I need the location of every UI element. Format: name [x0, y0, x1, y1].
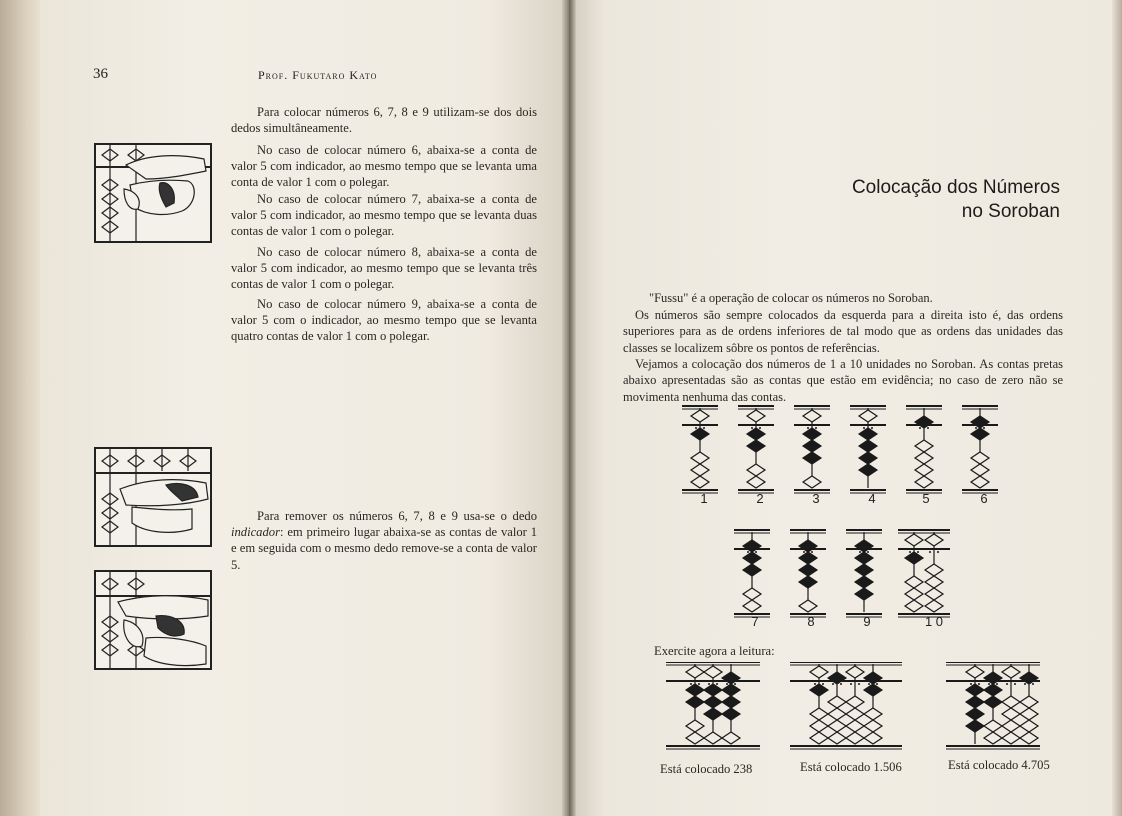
soroban-exercise-1506 — [790, 662, 902, 749]
soroban-bead — [743, 552, 761, 564]
soroban-bead — [704, 696, 722, 708]
soroban-bead — [971, 464, 989, 476]
soroban-bead — [905, 534, 923, 546]
paragraph-eight: No caso de colocar número 8, abaixa-se a conta de valor 5 com indicador, ao mesmo tempo que se levanta três contas de valor 1 com o polegar. — [231, 245, 537, 292]
soroban-bead — [803, 452, 821, 464]
soroban-bead — [691, 428, 709, 440]
soroban-bead — [855, 564, 873, 576]
hand-soroban-illustration-middle — [94, 447, 212, 547]
soroban-bead — [864, 732, 882, 744]
soroban-bead — [966, 696, 984, 708]
soroban-bead — [966, 720, 984, 732]
soroban-bead — [1020, 720, 1038, 732]
digit-label: 4 — [868, 491, 876, 506]
soroban-bead — [855, 588, 873, 600]
paragraph-six: No caso de colocar número 6, abaixa-se a conta de valor 5 com indicador, ao mesmo tempo que se levanta uma conta de valor 1 com o polegar. — [231, 143, 537, 190]
soroban-exercise-238 — [666, 662, 760, 749]
soroban-bead — [864, 672, 882, 684]
right-page-edge — [1112, 0, 1122, 816]
example-paragraph: Vejamos a colocação dos números de 1 a 10 unidades no Soroban. As contas pretas abaixo apresentadas são as contas que estão em evidência; no caso de zero não se movimenta nenhuma das contas. — [623, 357, 1063, 404]
soroban-digit-2 — [738, 406, 774, 493]
soroban-bead — [864, 720, 882, 732]
soroban-bead — [722, 708, 740, 720]
soroban-digit-9 — [846, 530, 882, 617]
soroban-bead — [984, 684, 1002, 696]
soroban-bead — [1002, 696, 1020, 708]
digit-label: 5 — [922, 491, 930, 506]
soroban-bead — [855, 552, 873, 564]
soroban-bead — [799, 576, 817, 588]
soroban-bead — [864, 708, 882, 720]
soroban-bead — [846, 696, 864, 708]
digit-label: 3 — [812, 491, 820, 506]
soroban-bead — [743, 588, 761, 600]
soroban-bead — [799, 540, 817, 552]
soroban-bead — [691, 452, 709, 464]
paragraph-seven: No caso de colocar número 7, abaixa-se a conta de valor 5 com indicador, ao mesmo tempo que se levanta duas contas de valor 1 com o polegar. — [231, 192, 537, 239]
soroban-bead — [810, 684, 828, 696]
paragraph-nine: No caso de colocar número 9, abaixa-se a conta de valor 5 com o indicador, ao mesmo tempo que se levanta quatro contas de valor 1 com o polegar. — [231, 297, 537, 344]
soroban-bead — [799, 600, 817, 612]
exercise-caption: Está colocado 1.506 — [800, 760, 902, 774]
soroban-bead — [925, 564, 943, 576]
soroban-bead — [686, 720, 704, 732]
soroban-bead — [971, 416, 989, 428]
soroban-bead — [1020, 672, 1038, 684]
hand-soroban-illustration-bottom — [94, 570, 212, 670]
soroban-digit-10 — [898, 530, 950, 617]
soroban-bead — [984, 672, 1002, 684]
soroban-bead — [971, 476, 989, 488]
soroban-bead — [971, 452, 989, 464]
soroban-digit-7 — [734, 530, 770, 617]
soroban-bead — [810, 666, 828, 678]
soroban-bead — [691, 464, 709, 476]
soroban-bead — [864, 684, 882, 696]
soroban-bead — [1020, 708, 1038, 720]
soroban-bead — [1002, 720, 1020, 732]
soroban-exercise-diagram — [660, 662, 1040, 754]
soroban-bead — [828, 672, 846, 684]
soroban-bead — [722, 696, 740, 708]
soroban-bead — [855, 540, 873, 552]
hand-soroban-illustration-top — [94, 143, 212, 243]
remove-paragraph: Para remover os números 6, 7, 8 e 9 usa-se o dedo indicador: em primeiro lugar abaixa-se as contas de valor 1 e em seguida com o mesmo dedo remove-se a conta de valor 5. — [231, 509, 537, 572]
soroban-bead — [747, 410, 765, 422]
soroban-bead — [691, 410, 709, 422]
soroban-bead — [810, 708, 828, 720]
soroban-bead — [915, 464, 933, 476]
soroban-bead — [747, 476, 765, 488]
soroban-bead — [828, 696, 846, 708]
soroban-digit-6 — [962, 406, 998, 493]
page-number: 36 — [93, 66, 108, 82]
soroban-bead — [810, 732, 828, 744]
soroban-bead — [905, 576, 923, 588]
intro-paragraph: Para colocar números 6, 7, 8 e 9 utilizam-se dos dois dedos simultâneamente. — [231, 105, 537, 136]
soroban-bead — [966, 708, 984, 720]
digit-label: 7 — [751, 614, 759, 629]
soroban-bead — [743, 600, 761, 612]
soroban-bead — [722, 732, 740, 744]
soroban-bead — [925, 576, 943, 588]
soroban-bead — [859, 428, 877, 440]
soroban-bead — [859, 452, 877, 464]
soroban-bead — [971, 428, 989, 440]
soroban-bead — [799, 564, 817, 576]
digit-label: 8 — [807, 614, 815, 629]
soroban-bead — [828, 708, 846, 720]
fussu-paragraph: "Fussu" é a operação de colocar os números no Soroban. — [649, 291, 933, 305]
soroban-exercise-4705 — [946, 662, 1040, 749]
soroban-bead — [803, 476, 821, 488]
exercise-heading: Exercite agora a leitura: — [654, 644, 775, 658]
soroban-bead — [1002, 708, 1020, 720]
digit-label: 1 — [700, 491, 708, 506]
soroban-bead — [855, 576, 873, 588]
soroban-bead — [747, 428, 765, 440]
running-head: Prof. Fukutaro Kato — [258, 68, 378, 82]
soroban-bead — [905, 552, 923, 564]
digit-label: 9 — [863, 614, 871, 629]
book-gutter — [562, 0, 576, 816]
soroban-bead — [722, 672, 740, 684]
soroban-bead — [859, 410, 877, 422]
soroban-bead — [1002, 666, 1020, 678]
soroban-bead — [925, 588, 943, 600]
soroban-bead — [691, 476, 709, 488]
soroban-digit-4 — [850, 406, 886, 493]
soroban-bead — [984, 696, 1002, 708]
soroban-bead — [846, 666, 864, 678]
soroban-bead — [704, 732, 722, 744]
soroban-bead — [984, 720, 1002, 732]
soroban-bead — [747, 464, 765, 476]
soroban-bead — [686, 684, 704, 696]
ordering-paragraph: Os números são sempre colocados da esquerda para a direita isto é, das ordens superiores para as de ordens inferiores de tal modo que as ordens das unidades das classes se localizem sôbre os pontos de referências. — [623, 308, 1063, 355]
soroban-bead — [925, 534, 943, 546]
soroban-bead — [915, 416, 933, 428]
soroban-bead — [1002, 732, 1020, 744]
exercise-caption: Está colocado 4.705 — [948, 758, 1050, 772]
soroban-bead — [846, 720, 864, 732]
soroban-digit-5 — [906, 406, 942, 493]
soroban-bead — [846, 732, 864, 744]
chapter-title: Colocação dos Números no Soroban — [851, 177, 1060, 222]
soroban-bead — [704, 666, 722, 678]
soroban-bead — [905, 588, 923, 600]
soroban-bead — [1020, 732, 1038, 744]
soroban-bead — [859, 464, 877, 476]
soroban-bead — [704, 684, 722, 696]
soroban-bead — [747, 440, 765, 452]
soroban-bead — [799, 552, 817, 564]
soroban-bead — [925, 600, 943, 612]
soroban-bead — [803, 410, 821, 422]
soroban-bead — [743, 564, 761, 576]
soroban-bead — [905, 600, 923, 612]
soroban-bead — [915, 476, 933, 488]
soroban-bead — [828, 720, 846, 732]
soroban-bead — [1020, 696, 1038, 708]
digit-label: 1 0 — [924, 614, 944, 629]
soroban-bead — [743, 540, 761, 552]
soroban-bead — [722, 684, 740, 696]
soroban-bead — [803, 428, 821, 440]
soroban-bead — [828, 732, 846, 744]
soroban-bead — [966, 666, 984, 678]
soroban-bead — [859, 440, 877, 452]
soroban-bead — [686, 666, 704, 678]
soroban-bead — [966, 684, 984, 696]
digit-label: 2 — [756, 491, 764, 506]
soroban-digit-8 — [790, 530, 826, 617]
soroban-bead — [984, 732, 1002, 744]
exercise-caption: Está colocado 238 — [660, 762, 753, 776]
soroban-digit-3 — [794, 406, 830, 493]
soroban-bead — [686, 696, 704, 708]
soroban-digit-1 — [682, 406, 718, 493]
soroban-bead — [846, 708, 864, 720]
soroban-bead — [686, 732, 704, 744]
soroban-digits-diagram — [660, 402, 1040, 632]
soroban-bead — [915, 440, 933, 452]
soroban-bead — [803, 440, 821, 452]
soroban-bead — [704, 708, 722, 720]
soroban-bead — [915, 452, 933, 464]
soroban-bead — [810, 720, 828, 732]
digit-label: 6 — [980, 491, 988, 506]
